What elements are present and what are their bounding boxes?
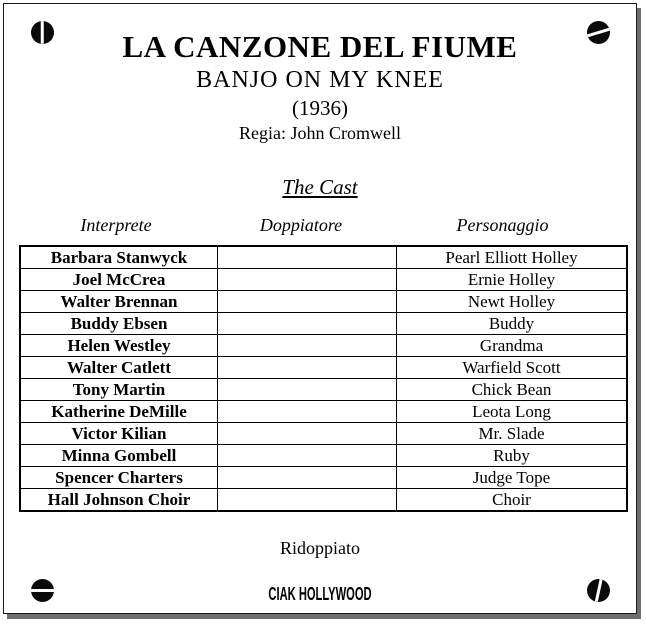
cell-doppiatore — [218, 357, 397, 379]
cell-interprete: Spencer Charters — [20, 467, 218, 489]
cell-doppiatore — [218, 379, 397, 401]
cast-table-row — [20, 291, 627, 313]
cast-table-row — [20, 489, 627, 512]
cast-table-row — [20, 379, 627, 401]
screw-icon-bottom-right — [587, 579, 610, 602]
screw-icon-bottom-left — [31, 579, 54, 602]
credits-plate — [3, 3, 637, 614]
cell-interprete: Minna Gombell — [20, 445, 218, 467]
cell-interprete: Tony Martin — [20, 379, 218, 401]
cast-table-body — [20, 246, 627, 511]
column-header-doppiatore: Doppiatore — [259, 215, 343, 235]
cell-doppiatore — [218, 246, 397, 269]
screw-slot — [41, 21, 44, 44]
cell-personaggio: Pearl Elliott Holley — [397, 246, 628, 269]
cell-doppiatore — [218, 489, 397, 512]
screw-slot — [587, 28, 610, 37]
screw-slot — [595, 579, 602, 602]
cast-table — [19, 245, 628, 512]
director-line: Regia: John Cromwell — [239, 123, 401, 143]
screw-icon-top-right — [587, 21, 610, 44]
cell-doppiatore — [218, 401, 397, 423]
cell-personaggio: Judge Tope — [397, 467, 628, 489]
cell-doppiatore — [218, 445, 397, 467]
cell-personaggio: Leota Long — [397, 401, 628, 423]
cell-doppiatore — [218, 335, 397, 357]
cell-interprete: Barbara Stanwyck — [20, 246, 218, 269]
cell-interprete: Walter Catlett — [20, 357, 218, 379]
cell-interprete: Buddy Ebsen — [20, 313, 218, 335]
year: (1936) — [292, 96, 348, 120]
cell-interprete: Walter Brennan — [20, 291, 218, 313]
original-title: BANJO ON MY KNEE — [196, 67, 444, 93]
redub-note: Ridoppiato — [280, 538, 360, 558]
cell-doppiatore — [218, 423, 397, 445]
cast-table-row — [20, 423, 627, 445]
cast-table-row — [20, 445, 627, 467]
cell-personaggio: Mr. Slade — [397, 423, 628, 445]
cell-personaggio: Grandma — [397, 335, 628, 357]
cast-table-row — [20, 335, 627, 357]
cell-personaggio: Ruby — [397, 445, 628, 467]
screw-slot — [31, 589, 54, 592]
cell-interprete: Helen Westley — [20, 335, 218, 357]
cast-heading-text: The Cast — [282, 175, 358, 199]
header — [4, 4, 636, 144]
cell-personaggio: Newt Holley — [397, 291, 628, 313]
cast-table-row — [20, 269, 627, 291]
cell-personaggio: Warfield Scott — [397, 357, 628, 379]
cell-doppiatore — [218, 313, 397, 335]
cast-section-heading — [4, 174, 636, 200]
cell-doppiatore — [218, 291, 397, 313]
cell-personaggio: Choir — [397, 489, 628, 512]
cell-interprete: Joel McCrea — [20, 269, 218, 291]
column-header-personaggio: Personaggio — [456, 215, 549, 235]
cell-doppiatore — [218, 467, 397, 489]
cast-table-row — [20, 401, 627, 423]
cell-personaggio: Chick Bean — [397, 379, 628, 401]
screw-icon-top-left — [31, 21, 54, 44]
cell-interprete: Katherine DeMille — [20, 401, 218, 423]
column-header-interprete: Interprete — [80, 215, 152, 235]
cast-table-row — [20, 357, 627, 379]
table-column-headers — [19, 214, 616, 236]
cell-personaggio: Ernie Holley — [397, 269, 628, 291]
cell-personaggio: Buddy — [397, 313, 628, 335]
cast-table-row — [20, 313, 627, 335]
cast-table-row — [20, 246, 627, 269]
cell-interprete: Hall Johnson Choir — [20, 489, 218, 512]
cell-interprete: Victor Kilian — [20, 423, 218, 445]
cell-doppiatore — [218, 269, 397, 291]
page-title: LA CANZONE DEL FIUME — [122, 29, 518, 64]
ciak-hollywood-logo: CIAK HOLLYWOOD — [268, 584, 372, 604]
cast-table-row — [20, 467, 627, 489]
